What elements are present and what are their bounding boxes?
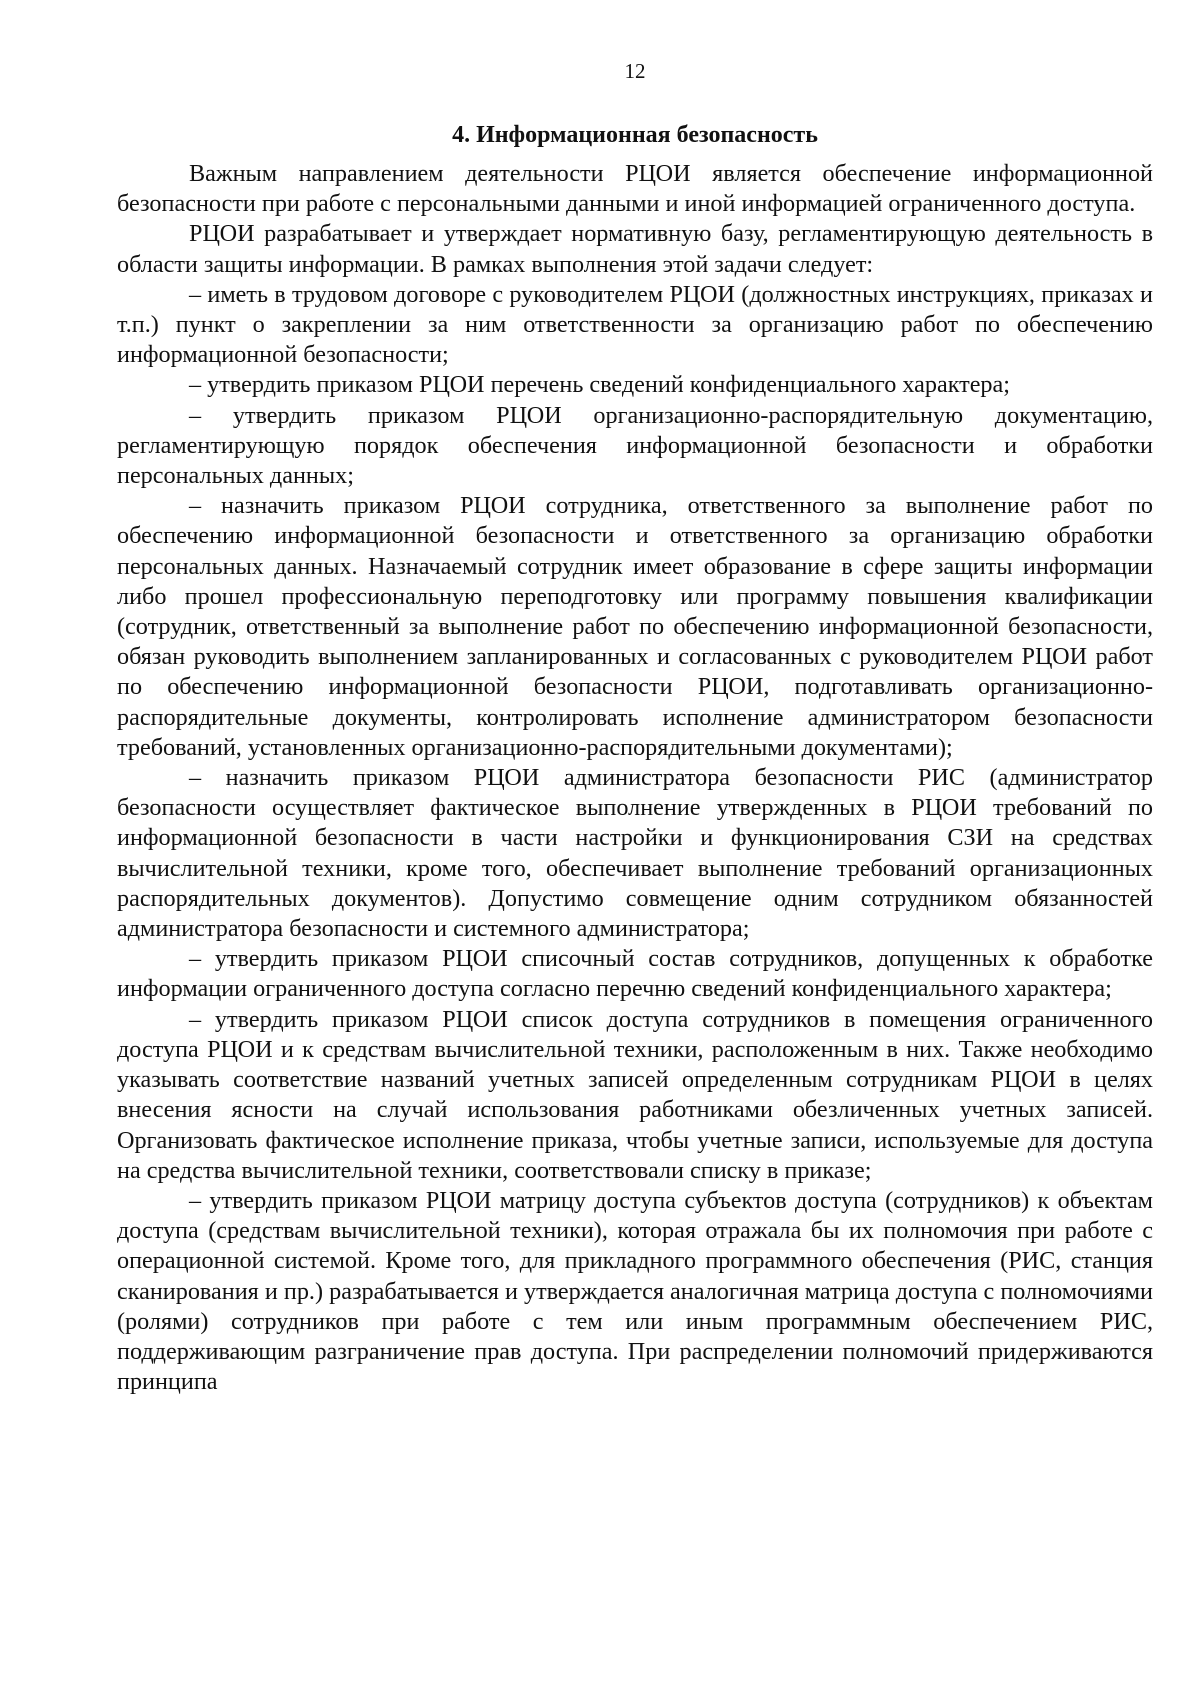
list-item-responsible-employee: – назначить приказом РЦОИ сотрудника, ответственного за выполнение работ по обеспечению информационной безопасности и ответственного за организацию обработки персональных данных. Назначаемый сотрудник имеет образование в сфере защиты информации либо прошел профессиональную переподготовку или программу повышения квалификации (сотрудник, ответственный за выполнение работ по обеспечению информационной безопасности, обязан руководить выполнением запланированных и согласованных с руководителем РЦОИ работ по обеспечению информационной безопасности РЦОИ, подготавливать организационно-распорядительные документы, контролировать исполнение администратором безопасности требований, установленных организационно-распорядительными документами); [117,492,1153,761]
paragraph-normative-base: РЦОИ разрабатывает и утверждает нормативную базу, регламентирующую деятельность в области защиты информации. В рамках выполнения этой задачи следует: [117,220,1153,278]
list-item-confidential-list: – утвердить приказом РЦОИ перечень сведений конфиденциального характера; [189,371,1010,399]
list-item-org-documentation: – утвердить приказом РЦОИ организационно-распорядительную документацию, регламентирующую порядок обеспечения информационной безопасности и обработки персональных данных; [117,401,1153,490]
list-item-premises-access: – утвердить приказом РЦОИ список доступа сотрудников в помещения ограниченного доступа РЦОИ и к средствам вычислительной техники, расположенным в них. Также необходимо указывать соответствие названий учетных записей определенным сотрудникам РЦОИ в целях внесения ясности на случай использования работниками обезличенных учетных записей. Организовать фактическое исполнение приказа, чтобы учетные записи, используемые для доступа на средства вычислительной техники, соответствовали списку в приказе; [117,1005,1153,1184]
list-item-staff-list: – утвердить приказом РЦОИ списочный состав сотрудников, допущенных к обработке информации ограниченного доступа согласно перечню сведений конфиденциального характера; [117,945,1153,1003]
list-item-security-administrator: – назначить приказом РЦОИ администратора безопасности РИС (администратор безопасности осуществляет фактическое выполнение утвержденных в РЦОИ требований по информационной безопасности в части настройки и функционирования СЗИ на средствах вычислительной техники, кроме того, обеспечивает выполнение требований организационных распорядительных документов). Допустимо совмещение одним сотрудником обязанностей администратора безопасности и системного администратора; [117,764,1153,943]
section-title: 4. Информационная безопасность [452,122,818,148]
list-item-employment-contract: – иметь в трудовом договоре с руководителем РЦОИ (должностных инструкциях, приказах и т.п.) пункт о закреплении за ним ответственности за организацию работ по обеспечению информационной безопасности; [117,280,1153,369]
body-text [117,159,1153,1397]
paragraph-intro: Важным направлением деятельности РЦОИ является обеспечение информационной безопасности при работе с персональными данными и иной информацией ограниченного доступа. [117,160,1153,218]
list-item-access-matrix: – утвердить приказом РЦОИ матрицу доступа субъектов доступа (сотрудников) к объектам доступа (средствам вычислительной техники), которая отражала бы их полномочия при работе с операционной системой. Кроме того, для прикладного программного обеспечения (РИС, станция сканирования и пр.) разрабатывается и утверждается аналогичная матрица доступа с полномочиями (ролями) сотрудников при работе с тем или иным программным обеспечением РИС, поддерживающим разграничение прав доступа. При распределении полномочий придерживаются принципа [117,1186,1153,1396]
page-number: 12 [624,59,646,83]
